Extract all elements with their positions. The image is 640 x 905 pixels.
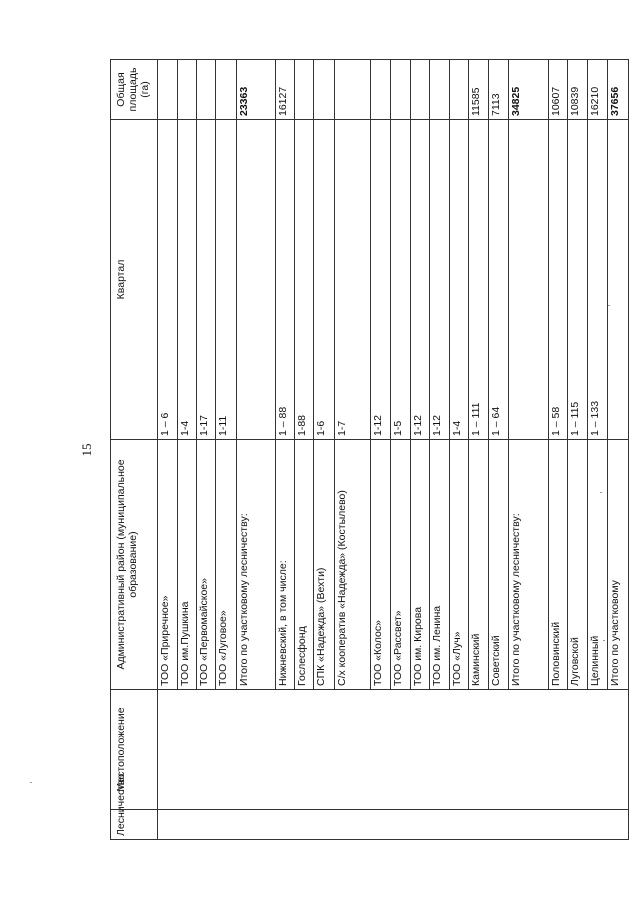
block-cell: 1 – 115 xyxy=(568,120,588,440)
forestry-table xyxy=(110,59,629,840)
district-cell: ТОО «Приречное» xyxy=(158,440,178,690)
area-cell: 10607 xyxy=(549,60,568,120)
area-cell xyxy=(450,60,469,120)
block-cell: 1 – 111 xyxy=(469,120,489,440)
area-cell xyxy=(411,60,430,120)
block-cell: 1 – 58 xyxy=(549,120,568,440)
area-cell xyxy=(314,60,335,120)
block-cell xyxy=(237,120,276,440)
district-cell: Половинский xyxy=(549,440,568,690)
area-cell: 7113 xyxy=(489,60,509,120)
district-cell: ТОО «Колос» xyxy=(371,440,391,690)
block-cell: 1-6 xyxy=(314,120,335,440)
block-cell: 1-5 xyxy=(391,120,411,440)
block-cell xyxy=(608,120,629,440)
area-cell xyxy=(158,60,178,120)
block-cell: 1-12 xyxy=(411,120,430,440)
district-cell: Итого по участковому xyxy=(608,440,629,690)
area-cell: 23363 xyxy=(237,60,276,120)
header-forestry: Лесничество xyxy=(111,810,158,840)
district-cell: ТОО им. Ленина xyxy=(430,440,450,690)
district-cell: С/х кооператив «Надежда» (Костылево) xyxy=(335,440,371,690)
area-cell xyxy=(371,60,391,120)
block-cell: 1-88 xyxy=(295,120,314,440)
block-cell: 1-12 xyxy=(430,120,450,440)
block-cell: 1 – 64 xyxy=(489,120,509,440)
block-cell: 1-11 xyxy=(216,120,237,440)
district-cell: ТОО им. Кирова xyxy=(411,440,430,690)
forestry-cell xyxy=(158,810,629,840)
district-cell: Нижневский, в том числе: xyxy=(276,440,295,690)
block-cell: 1-7 xyxy=(335,120,371,440)
area-cell xyxy=(335,60,371,120)
header-district: Административный район (муниципальное образование) xyxy=(111,440,158,690)
block-cell: 1 – 6 xyxy=(158,120,178,440)
area-cell: 10839 xyxy=(568,60,588,120)
block-cell xyxy=(509,120,549,440)
header-area: Общая площадь (га) xyxy=(111,60,158,120)
district-cell: ТОО «Рассвет» xyxy=(391,440,411,690)
district-cell: Гослесфонд xyxy=(295,440,314,690)
block-cell: 1 – 133 xyxy=(588,120,608,440)
district-cell: ТОО «Первомайское» xyxy=(197,440,216,690)
area-cell xyxy=(430,60,450,120)
district-cell: Каминский xyxy=(469,440,489,690)
district-cell: Советский xyxy=(489,440,509,690)
district-cell: Луговской xyxy=(568,440,588,690)
district-cell: Итого по участковому лесничеству: xyxy=(509,440,549,690)
area-cell xyxy=(216,60,237,120)
area-cell xyxy=(295,60,314,120)
district-cell: Целинный xyxy=(588,440,608,690)
table-row xyxy=(158,60,178,840)
block-cell: 1 – 88 xyxy=(276,120,295,440)
area-cell xyxy=(178,60,197,120)
table-body xyxy=(111,60,629,840)
rotated-table-wrapper xyxy=(110,60,622,840)
header-location: Местоположение xyxy=(111,690,158,810)
block-cell: 1-17 xyxy=(197,120,216,440)
block-cell: 1-4 xyxy=(178,120,197,440)
district-cell: СПК «Надежда» (Вехти) xyxy=(314,440,335,690)
area-cell: 16210 xyxy=(588,60,608,120)
location-cell xyxy=(158,690,629,810)
area-cell: 37656 xyxy=(608,60,629,120)
district-cell: Итого по участковому лесничеству: xyxy=(237,440,276,690)
district-cell: ТОО «Луч» xyxy=(450,440,469,690)
area-cell: 34825 xyxy=(509,60,549,120)
table-header-row xyxy=(111,60,158,840)
area-cell xyxy=(197,60,216,120)
district-cell: ТОО «Луговое» xyxy=(216,440,237,690)
district-cell: ТОО им.Пушкина xyxy=(178,440,197,690)
area-cell: 16127 xyxy=(276,60,295,120)
header-block: Квартал xyxy=(111,120,158,440)
area-cell xyxy=(391,60,411,120)
block-cell: 1-12 xyxy=(371,120,391,440)
area-cell: 11585 xyxy=(469,60,489,120)
page-number: 15 xyxy=(79,443,94,457)
block-cell: 1-4 xyxy=(450,120,469,440)
